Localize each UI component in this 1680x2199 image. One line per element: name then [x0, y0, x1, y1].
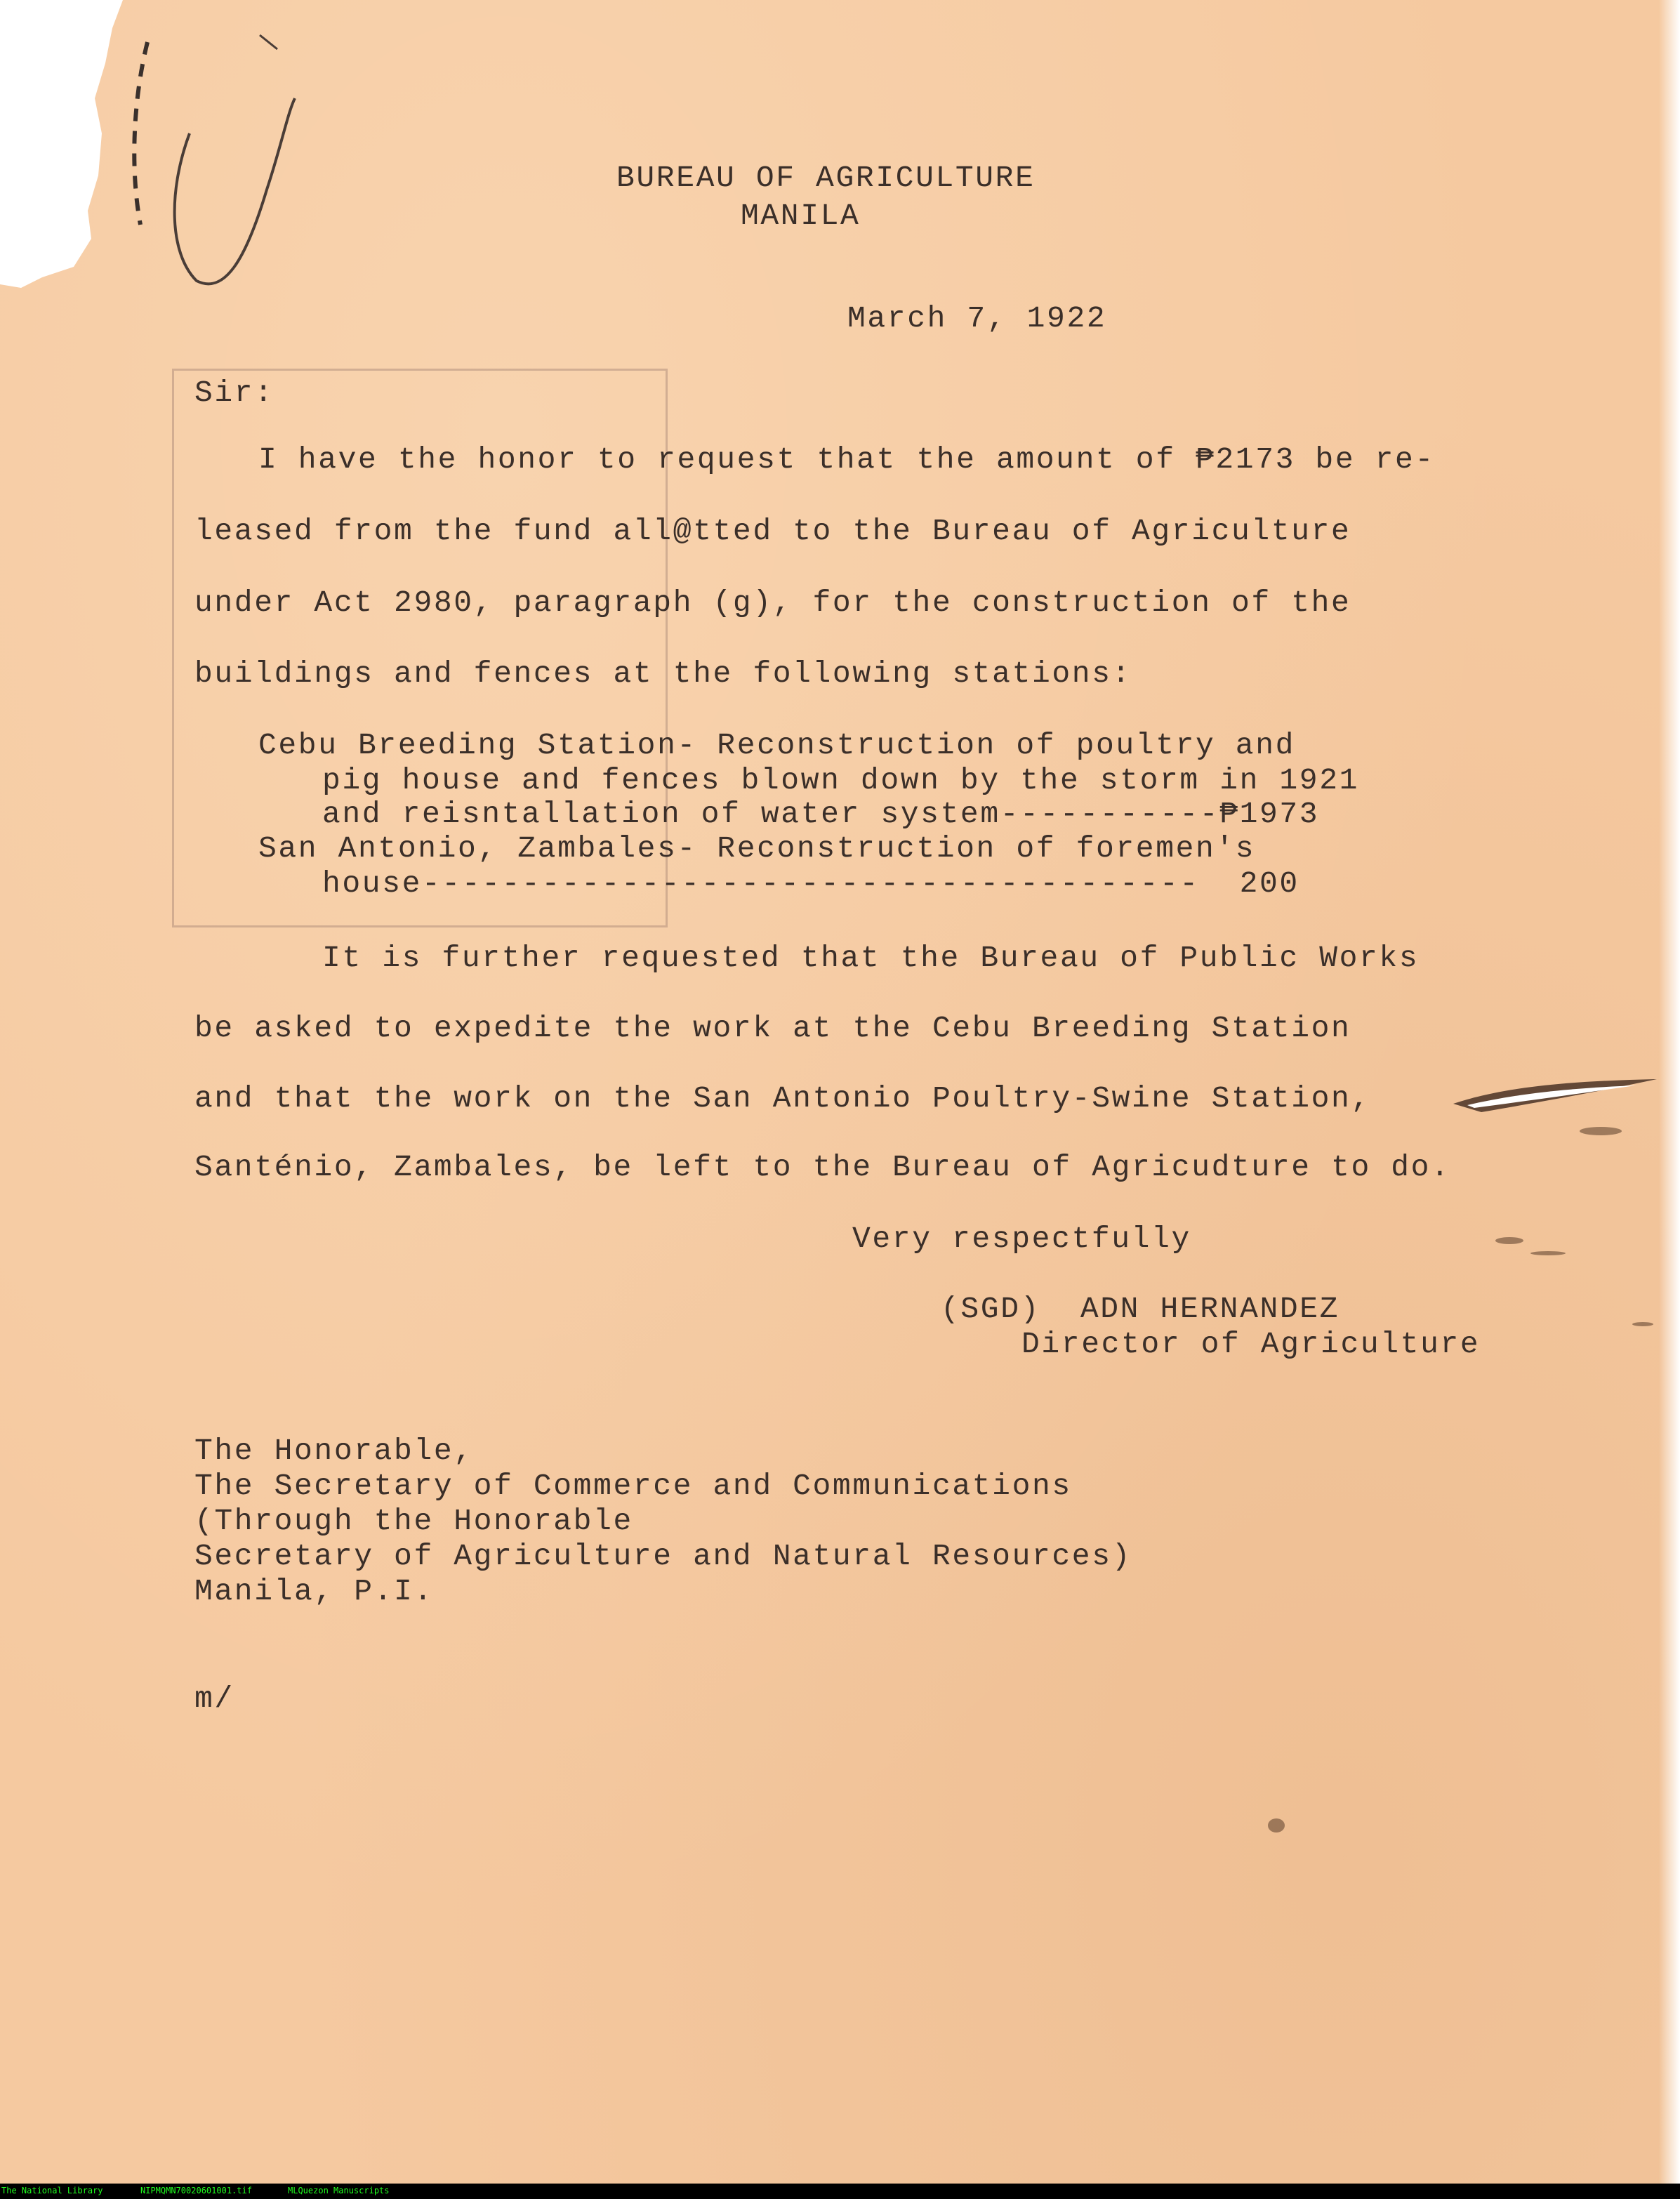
letterhead-title: BUREAU OF AGRICULTURE	[616, 161, 1036, 195]
body-line: be asked to expedite the work at the Cebu Breeding Station	[194, 1011, 1351, 1045]
signature-name: (SGD) ADN HERNANDEZ	[941, 1292, 1340, 1326]
addressee-line: The Secretary of Commerce and Communications	[194, 1469, 1072, 1503]
ink-smudge	[1580, 1127, 1622, 1135]
station-item-cebu: Cebu Breeding Station- Reconstruction of poultry and	[258, 728, 1296, 762]
body-line: I have the honor to request that the amount of ₱2173 be re-	[258, 442, 1435, 477]
addressee-line: The Honorable,	[194, 1434, 474, 1468]
station-item-cebu: pig house and fences blown down by the storm in 1921	[322, 763, 1360, 798]
closing: Very respectfully	[852, 1222, 1191, 1256]
station-item-san-antonio: San Antonio, Zambales- Reconstruction of foremen's	[258, 831, 1256, 866]
addressee-line: Manila, P.I.	[194, 1574, 434, 1609]
signature-title: Director of Agriculture	[1021, 1327, 1481, 1361]
body-line: Santénio, Zambales, be left to the Bureau of Agricudture to do.	[194, 1150, 1451, 1184]
typist-initials: m/	[194, 1682, 234, 1716]
footer-library: The National Library	[1, 2186, 103, 2195]
station-item-san-antonio: house--------------------------------------- 200	[322, 866, 1299, 901]
ink-spot	[1268, 1818, 1285, 1832]
salutation: Sir:	[194, 376, 275, 410]
letter-date: March 7, 1922	[847, 301, 1107, 336]
body-line: under Act 2980, paragraph (g), for the construction of the	[194, 586, 1351, 620]
ink-smudge	[1530, 1251, 1566, 1255]
ink-smudge	[1632, 1322, 1653, 1326]
body-line: leased from the fund all@tted to the Bureau of Agriculture	[194, 514, 1351, 548]
paperclip-mark	[126, 28, 309, 295]
paper-tear	[1453, 1076, 1664, 1118]
addressee-line: Secretary of Agriculture and Natural Resources)	[194, 1539, 1132, 1573]
ink-smudge	[1495, 1237, 1523, 1244]
letterhead-city: MANILA	[741, 199, 861, 233]
addressee-line: (Through the Honorable	[194, 1504, 633, 1538]
station-item-cebu: and reisntallation of water system-----------₱1973	[322, 797, 1320, 831]
body-line: It is further requested that the Bureau of Public Works	[322, 941, 1420, 975]
body-line: buildings and fences at the following stations:	[194, 656, 1132, 691]
body-line: and that the work on the San Antonio Poultry-Swine Station,	[194, 1081, 1371, 1116]
footer-collection: MLQuezon Manuscripts	[288, 2186, 390, 2195]
footer-filename: NIPMQMN70020601001.tif	[140, 2186, 252, 2195]
